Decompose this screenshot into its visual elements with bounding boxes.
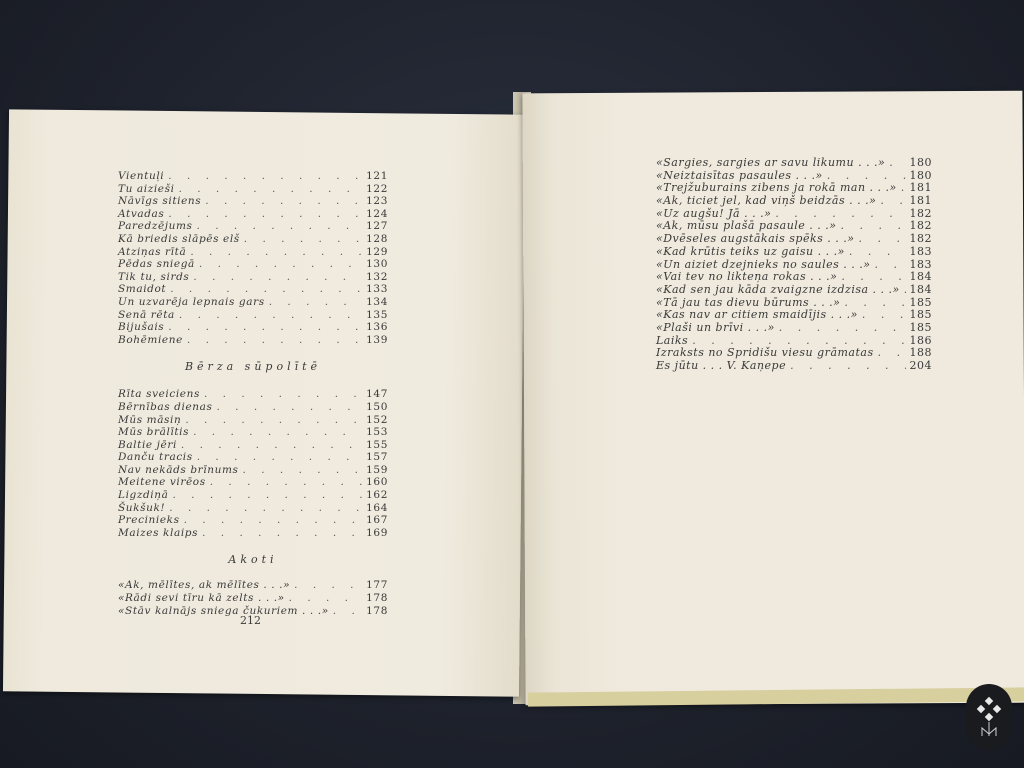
- toc-entry-page-number: 185: [909, 308, 932, 322]
- toc-entry: [656, 360, 932, 373]
- toc-entry-page-number: 134: [366, 295, 388, 308]
- toc-entry: [118, 296, 388, 309]
- toc-section-3: [118, 579, 388, 617]
- toc-entry: [656, 246, 932, 259]
- toc-leader-dots: [790, 360, 905, 373]
- toc-entry-title: Atvadas: [118, 207, 165, 220]
- toc-entry-title: Baltie jēri: [118, 438, 177, 451]
- toc-leader-dots: [862, 309, 906, 322]
- toc-entry: [118, 183, 388, 196]
- toc-entry-title: «Tā jau tas dievu būrums . . .»: [656, 295, 841, 309]
- toc-leader-dots: [168, 170, 362, 183]
- toc-entry: [118, 246, 388, 259]
- toc-entry-title: «Dvēseles augstākais spēks . . .»: [656, 232, 855, 246]
- toc-entry-page-number: 124: [366, 207, 388, 220]
- toc-entry-title: Un uzvarēja lepnais gars: [118, 295, 265, 308]
- toc-entry-title: Nāvīgs sitiens: [118, 195, 202, 208]
- toc-leader-dots: [204, 388, 362, 401]
- toc-entry-title: «Uz augšu! Jā . . .»: [656, 206, 772, 220]
- toc-entry-page-number: 155: [366, 438, 388, 451]
- toc-entry-page-number: 153: [366, 426, 388, 439]
- toc-entry-page-number: 150: [366, 400, 388, 413]
- toc-entry-page-number: 169: [366, 526, 388, 539]
- toc-section-1: [118, 170, 388, 346]
- toc-entry-page-number: 130: [366, 258, 388, 271]
- toc-entry-page-number: 152: [366, 413, 388, 426]
- toc-entry-page-number: 183: [909, 244, 932, 258]
- toc-entry-page-number: 167: [366, 514, 388, 527]
- toc-leader-dots: [841, 271, 905, 284]
- toc-entry: [118, 401, 388, 414]
- toc-leader-dots: [849, 246, 906, 259]
- toc-entry-title: Paredzējums: [118, 220, 193, 233]
- toc-entry-page-number: 182: [909, 206, 932, 220]
- toc-entry-page-number: 159: [366, 463, 388, 476]
- toc-entry: [118, 414, 388, 427]
- toc-entry-page-number: 184: [909, 282, 932, 296]
- toc-entry-page-number: 180: [909, 156, 932, 169]
- toc-leader-dots: [168, 208, 362, 221]
- toc-entry-title: Pēdas sniegā: [118, 258, 195, 271]
- toc-entry-title: «Vai tev no likteņa rokas . . .»: [656, 270, 838, 284]
- toc-entry: [118, 334, 388, 347]
- toc-entry-page-number: 160: [366, 476, 388, 489]
- toc-entry-title: Mūs brālītis: [118, 426, 190, 439]
- toc-entry: [118, 309, 388, 322]
- toc-entry-page-number: 186: [909, 333, 932, 347]
- toc-entry-title: Vientuļi: [118, 170, 165, 182]
- right-table-of-contents: [656, 157, 932, 373]
- toc-entry-page-number: 181: [909, 194, 932, 208]
- flower-logo-icon: [966, 684, 1012, 750]
- toc-entry-title: Rīta sveiciens: [118, 388, 200, 401]
- toc-leader-dots: [205, 195, 362, 208]
- toc-entry-title: Kā briedis slāpēs elš: [118, 232, 240, 245]
- toc-entry-page-number: 128: [366, 232, 388, 245]
- toc-entry-title: «Kad sen jau kāda zvaigzne izdzisa . . .»: [656, 282, 900, 296]
- toc-entry-title: Bijušais: [118, 321, 165, 334]
- toc-leader-dots: [169, 502, 362, 515]
- toc-leader-dots: [168, 321, 362, 334]
- toc-entry-page-number: 204: [909, 359, 932, 372]
- toc-leader-dots: [199, 258, 362, 271]
- toc-entry-title: «Sargies, sargies ar savu likumu . . .»: [656, 156, 886, 169]
- toc-entry: [118, 388, 388, 401]
- toc-entry-page-number: 132: [366, 270, 388, 283]
- toc-leader-dots: [197, 451, 362, 464]
- toc-leader-dots: [904, 284, 906, 297]
- toc-entry-title: Tik tu, sirds: [118, 270, 190, 283]
- toc-entry: [118, 489, 388, 502]
- toc-leader-dots: [173, 489, 363, 502]
- toc-leader-dots: [181, 439, 362, 452]
- toc-entry: [118, 258, 388, 271]
- toc-entry-page-number: 182: [909, 232, 932, 246]
- toc-entry: [118, 170, 388, 183]
- toc-entry-title: «Ak, ticiet jel, kad viņš beidzās . . .»: [656, 194, 877, 208]
- toc-entry-page-number: 184: [909, 270, 932, 284]
- toc-entry-title: Izraksts no Spridišu viesu grāmatas: [656, 346, 874, 360]
- toc-leader-dots: [190, 246, 362, 259]
- toc-entry-page-number: 121: [366, 170, 388, 182]
- toc-entry: [118, 579, 388, 592]
- toc-entry-title: «Ak, mēlītes, ak mēlītes . . .»: [118, 579, 291, 592]
- toc-leader-dots: [187, 334, 362, 347]
- toc-entry-title: Šukšuk!: [118, 501, 166, 514]
- watermark-logo: [966, 684, 1012, 750]
- toc-entry-title: «Un aiziet dzejnieks no saules . . .»: [656, 257, 871, 271]
- toc-entry-page-number: 135: [366, 308, 388, 321]
- toc-leader-dots: [193, 426, 362, 439]
- toc-entry-title: Precinieks: [118, 514, 180, 527]
- toc-entry-page-number: 177: [366, 579, 388, 592]
- toc-entry-page-number: 185: [909, 295, 932, 309]
- toc-entry-title: Es jūtu . . . V. Kaņepe: [656, 359, 787, 372]
- page-number: 212: [240, 614, 261, 627]
- toc-entry-title: Atziņas rītā: [118, 245, 187, 258]
- toc-leader-dots: [184, 514, 363, 527]
- toc-leader-dots: [859, 233, 906, 246]
- toc-entry: [656, 157, 932, 170]
- section-heading-berza-supolite: Bērza sūpolītē: [184, 360, 322, 374]
- toc-entry-title: Bohēmiene: [118, 333, 183, 346]
- toc-entry-page-number: 188: [909, 346, 932, 360]
- toc-entry-page-number: 129: [366, 245, 388, 258]
- toc-entry-page-number: 183: [909, 257, 932, 271]
- toc-entry: [118, 208, 388, 221]
- toc-right-entries: [656, 157, 932, 373]
- toc-entry: [656, 284, 932, 297]
- toc-entry-page-number: 181: [909, 181, 932, 195]
- section-heading-akoti: Akoti: [228, 553, 278, 567]
- toc-leader-dots: [878, 347, 906, 360]
- toc-entry-title: Bērnības dienas: [118, 400, 213, 413]
- toc-leader-dots: [197, 220, 363, 233]
- toc-entry-page-number: 185: [909, 320, 932, 334]
- toc-leader-dots: [289, 592, 363, 605]
- toc-entry-title: Nav nekāds brīnums: [118, 463, 239, 476]
- toc-entry-page-number: 123: [366, 195, 388, 208]
- toc-entry: [118, 195, 388, 208]
- toc-entry-page-number: 147: [366, 388, 388, 401]
- toc-entry-title: «Plaši un brīvi . . .»: [656, 320, 775, 334]
- toc-section-2: [118, 388, 388, 539]
- toc-entry-title: Mūs māsiņ: [118, 413, 182, 426]
- toc-entry-title: «Neiztaisītas pasaules . . .»: [656, 168, 823, 182]
- toc-leader-dots: [333, 605, 362, 618]
- toc-entry-title: Meitene virēos: [118, 476, 206, 489]
- left-table-of-contents: [118, 170, 388, 617]
- toc-entry-page-number: 178: [366, 592, 388, 605]
- toc-leader-dots: [244, 233, 362, 246]
- toc-entry: [118, 321, 388, 334]
- toc-entry-title: «Ak, mūsu plašā pasaule . . .»: [656, 219, 837, 233]
- toc-entry-page-number: 178: [366, 604, 388, 617]
- toc-entry: [118, 233, 388, 246]
- toc-entry-title: Danču tracis: [118, 451, 193, 464]
- toc-leader-dots: [874, 259, 905, 272]
- toc-entry-title: «Trejžuburains zibens ja rokā man . . .»: [656, 181, 897, 195]
- toc-leader-dots: [294, 579, 362, 592]
- toc-entry: [118, 476, 388, 489]
- toc-entry-title: «Kad krūtis teiks uz gaisu . . .»: [656, 244, 845, 258]
- toc-entry-title: Smaidot: [118, 283, 167, 296]
- toc-entry: [118, 527, 388, 540]
- toc-entry: [656, 271, 932, 284]
- toc-entry: [656, 195, 932, 208]
- toc-entry-page-number: 164: [366, 501, 388, 514]
- toc-entry: [118, 464, 388, 477]
- toc-entry-page-number: 127: [366, 220, 388, 233]
- toc-leader-dots: [179, 309, 362, 322]
- toc-entry: [118, 426, 388, 439]
- toc-entry-title: «Rādi sevi tīru kā zelts . . .»: [118, 592, 285, 605]
- toc-entry: [656, 233, 932, 246]
- toc-entry-title: «Kas nav ar citiem smaidījis . . .»: [656, 308, 858, 322]
- toc-entry: [118, 283, 388, 296]
- toc-entry: [118, 451, 388, 464]
- toc-leader-dots: [269, 296, 362, 309]
- toc-leader-dots: [210, 476, 362, 489]
- toc-entry: [118, 271, 388, 284]
- toc-entry: [118, 439, 388, 452]
- toc-leader-dots: [880, 195, 905, 208]
- toc-entry: [118, 592, 388, 605]
- toc-leader-dots: [179, 183, 363, 196]
- toc-entry-title: «Stāv kalnājs sniega čukuriem . . .»: [118, 604, 329, 617]
- toc-leader-dots: [202, 527, 362, 540]
- toc-entry-title: Laiks: [656, 333, 689, 347]
- toc-entry-page-number: 139: [366, 333, 388, 346]
- toc-leader-dots: [216, 401, 362, 414]
- toc-entry-title: Ligzdiņā: [118, 489, 169, 502]
- toc-entry-page-number: 122: [366, 182, 388, 195]
- toc-entry-page-number: 182: [909, 219, 932, 233]
- toc-leader-dots: [901, 182, 906, 195]
- toc-leader-dots: [193, 271, 362, 284]
- toc-entry-page-number: 136: [366, 321, 388, 334]
- toc-entry-title: Senā rēta: [118, 308, 175, 321]
- toc-entry-page-number: 133: [366, 283, 388, 296]
- toc-entry-page-number: 162: [366, 489, 388, 502]
- toc-leader-dots: [889, 157, 905, 170]
- toc-entry: [118, 220, 388, 233]
- toc-leader-dots: [170, 283, 362, 296]
- toc-leader-dots: [779, 322, 906, 335]
- toc-entry-page-number: 180: [909, 168, 932, 182]
- toc-leader-dots: [243, 464, 363, 477]
- toc-entry: [118, 514, 388, 527]
- toc-entry: [118, 502, 388, 515]
- toc-entry: [656, 322, 932, 335]
- toc-entry-title: Tu aizieši: [118, 182, 175, 195]
- toc-entry-title: Maizes klaips: [118, 526, 199, 539]
- toc-entry-page-number: 157: [366, 451, 388, 464]
- toc-leader-dots: [185, 414, 362, 427]
